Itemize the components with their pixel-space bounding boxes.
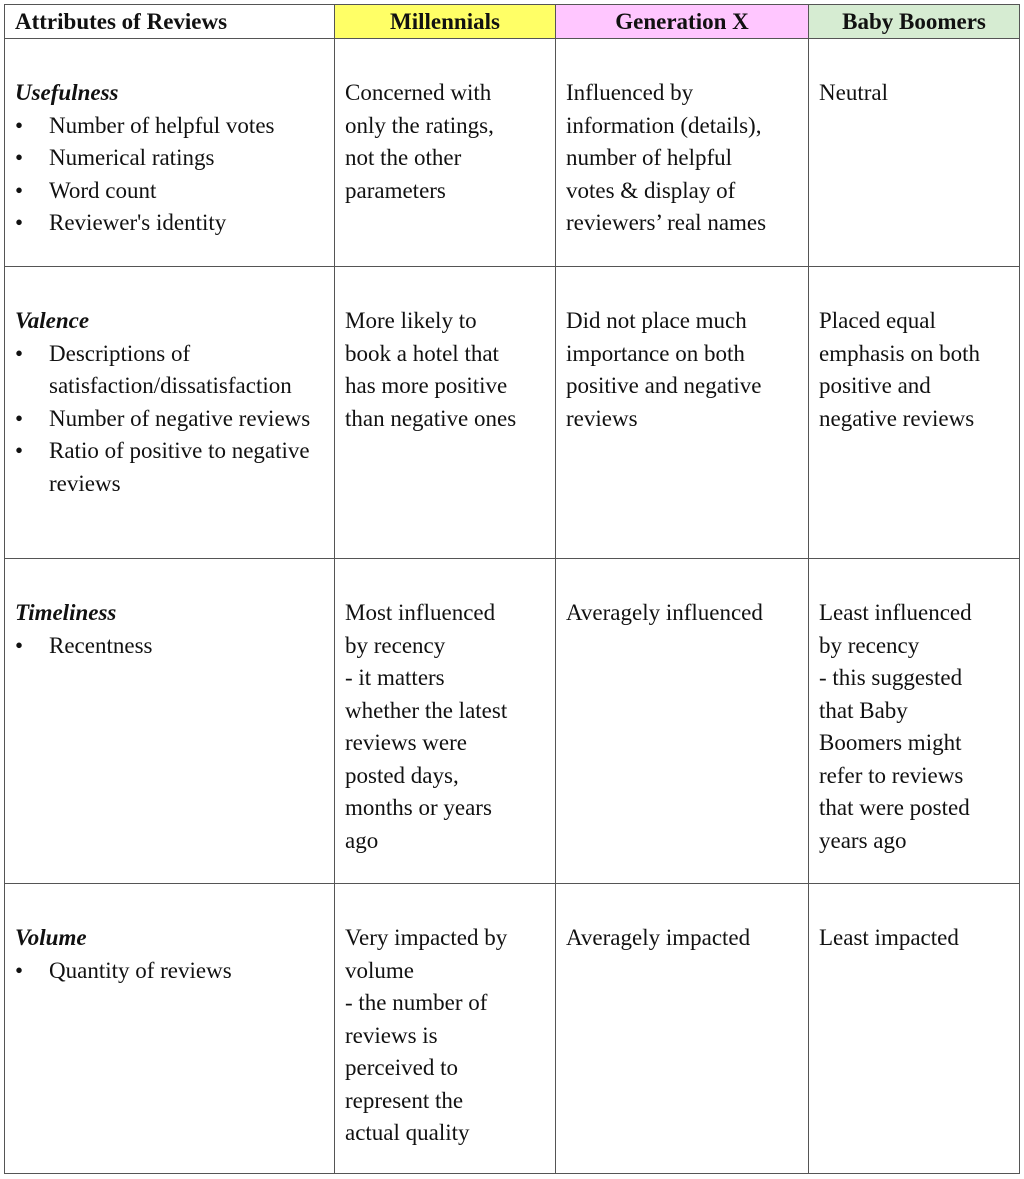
attribute-cell [5,267,335,559]
bullet-item: • Ratio of positive to negative reviews [15,438,310,496]
bullet-item: • Word count [15,177,157,203]
attribute-bullets [15,955,324,988]
generation-x-cell: Averagely influenced [556,559,809,884]
attribute-bullets [15,110,324,240]
header-row [5,5,1020,39]
attribute-title: Timeliness [15,600,117,625]
bullet-item: • Quantity of reviews [15,957,232,983]
bullet-item: • Number of helpful votes [15,112,275,138]
millennials-cell: Most influenced by recency - it matters whether the latest reviews were posted days, months or years ago [335,559,556,884]
attribute-cell [5,559,335,884]
attribute-title: Valence [15,308,90,333]
millennials-cell: Concerned with only the ratings, not the other parameters [335,39,556,267]
baby-boomers-cell: Placed equal emphasis on both positive and negative reviews [809,267,1020,559]
baby-boomers-cell: Least influenced by recency - this suggested that Baby Boomers might refer to reviews that were posted years ago [809,559,1020,884]
bullet-item: • Number of negative reviews [15,405,311,431]
bullet-item: • Descriptions of satisfaction/dissatisfaction [15,340,292,398]
bullet-item: • Numerical ratings [15,145,215,170]
generation-x-cell: Influenced by information (details), number of helpful votes & display of reviewers’ real names [556,39,809,267]
millennials-cell: More likely to book a hotel that has more positive than negative ones [335,267,556,559]
attribute-title: Usefulness [15,80,119,105]
table-row [5,884,1020,1174]
millennials-cell: Very impacted by volume - the number of reviews is perceived to represent the actual quality [335,884,556,1174]
baby-boomers-cell: Least impacted [809,884,1020,1174]
table-row [5,559,1020,884]
generation-x-cell: Averagely impacted [556,884,809,1174]
baby-boomers-cell: Neutral [809,39,1020,267]
attribute-cell [5,39,335,267]
table-row [5,39,1020,267]
header-generation-x: Generation X [556,5,809,39]
header-millennials: Millennials [335,5,556,39]
bullet-item: • Reviewer's identity [15,210,227,235]
attribute-cell [5,884,335,1174]
attribute-bullets [15,630,324,663]
attribute-title: Volume [15,925,87,950]
generations-comparison-table [4,4,1020,1174]
bullet-item: • Recentness [15,632,153,658]
table-row [5,267,1020,559]
header-baby-boomers: Baby Boomers [809,5,1020,39]
header-attributes: Attributes of Reviews [5,5,335,39]
generation-x-cell: Did not place much importance on both positive and negative reviews [556,267,809,559]
attribute-bullets [15,338,324,501]
